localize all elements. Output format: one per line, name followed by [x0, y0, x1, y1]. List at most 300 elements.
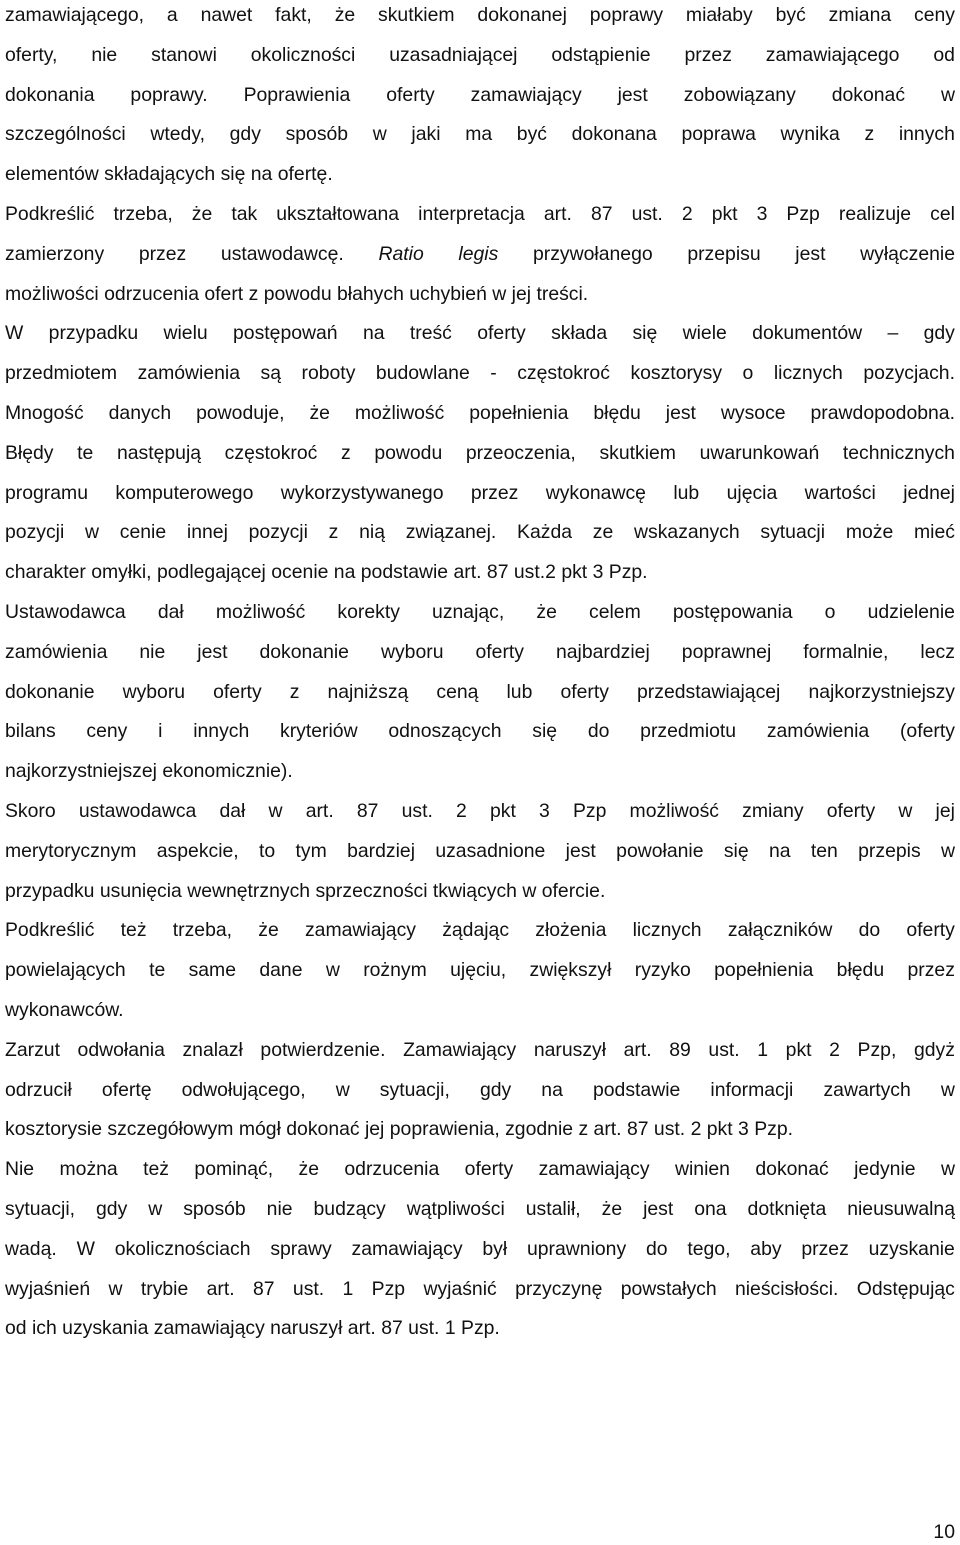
word: powstałych	[620, 1277, 717, 1300]
word: wykonawców.	[5, 999, 124, 1021]
word: Błędy	[5, 441, 54, 464]
word: trzeba,	[113, 203, 173, 225]
word: z	[328, 521, 339, 544]
word: lecz	[920, 640, 955, 663]
text-line	[5, 1276, 955, 1302]
word: dotknięta	[747, 1198, 827, 1220]
word: na	[250, 163, 273, 186]
text-line	[5, 1315, 955, 1341]
word: korekty	[337, 601, 400, 623]
word: jedynie	[854, 1158, 916, 1181]
word: popełnienia	[714, 959, 814, 982]
word: ujęciu,	[450, 959, 507, 982]
text-line	[5, 360, 955, 386]
word: 2	[456, 800, 467, 822]
word: licznych	[632, 919, 702, 942]
word: załączników	[727, 919, 833, 942]
word: wadą.	[5, 1237, 57, 1260]
word: budzący	[313, 1198, 386, 1220]
word: podlegającej	[156, 561, 266, 584]
word: ryzyko	[634, 959, 691, 982]
word: zmiany	[742, 800, 804, 822]
word: same	[188, 959, 236, 982]
word: być	[775, 4, 806, 26]
word: to	[259, 839, 276, 862]
word: składających	[104, 163, 216, 186]
word: okolicznościach	[114, 1237, 251, 1260]
word: 2	[690, 1118, 702, 1141]
text-line	[5, 679, 955, 705]
word: ceny	[914, 4, 955, 26]
word: 1	[342, 1277, 354, 1300]
word: składa	[551, 322, 608, 345]
text-line	[5, 320, 955, 346]
word: Podkreślić	[5, 203, 95, 225]
word: pozycji	[248, 521, 308, 544]
word: mógł	[238, 1118, 281, 1141]
word: dokonać	[755, 1158, 829, 1181]
text-line	[5, 2, 955, 28]
word: przypadku	[5, 879, 95, 902]
word: merytorycznym	[5, 839, 137, 862]
word: nią	[359, 521, 385, 544]
word: ukształtowana	[276, 203, 400, 225]
word: odnoszących	[388, 720, 502, 743]
word: przez	[684, 43, 732, 66]
word: art.	[453, 561, 482, 584]
word: dane	[259, 959, 303, 982]
text-line	[5, 440, 955, 466]
text-line	[5, 480, 955, 506]
word: te	[77, 441, 94, 464]
word: nieścisłości.	[734, 1277, 839, 1300]
word: tego,	[687, 1237, 731, 1260]
word: ocenie	[271, 561, 329, 584]
word: a	[166, 4, 178, 26]
word: wysoce	[720, 402, 786, 424]
word: jaki	[411, 123, 441, 146]
word: na	[541, 1078, 563, 1101]
word: ze	[592, 521, 614, 544]
word: art.	[543, 203, 572, 225]
word: trzeba,	[172, 919, 233, 942]
word: tkwiących	[432, 879, 517, 902]
word: 87	[626, 1118, 649, 1141]
word: celem	[589, 601, 641, 623]
word: najkorzystniejszej	[5, 760, 157, 783]
word: i	[158, 720, 163, 743]
word: oferty	[477, 322, 526, 345]
word: Odstępując	[856, 1277, 955, 1300]
word: szczególności	[5, 123, 126, 146]
word: wyboru	[122, 680, 186, 703]
word: komputerowego	[115, 481, 254, 504]
word: odwołania	[77, 1038, 165, 1061]
word: 1	[757, 1038, 769, 1061]
word: jednej	[903, 481, 955, 504]
word: w	[898, 800, 913, 822]
word: oferty	[386, 83, 435, 106]
word: pozycjach.	[863, 362, 955, 385]
word: 87	[253, 1277, 275, 1300]
word: pkt	[785, 1038, 812, 1061]
word: błędu	[593, 402, 641, 424]
word: pozycji	[5, 521, 65, 544]
word: przez	[907, 959, 955, 982]
word: przez	[138, 242, 187, 265]
word: bardziej	[347, 839, 415, 862]
word: programu	[5, 481, 88, 504]
word: dokonanie	[259, 640, 349, 663]
word: gdyż	[913, 1038, 955, 1061]
word: uprawniony	[526, 1237, 627, 1260]
word: jest	[795, 242, 826, 265]
text-line	[5, 1156, 955, 1182]
word: w	[325, 959, 340, 982]
word: miałaby	[685, 4, 753, 26]
word: nieusuwalną	[847, 1198, 955, 1220]
word: technicznych	[842, 441, 955, 464]
word: jej	[511, 282, 532, 305]
word: poprawy	[589, 4, 664, 26]
word: fakt,	[275, 4, 312, 26]
word: ustawodawca	[78, 800, 197, 822]
word: powołanie	[616, 839, 704, 862]
word: Zamawiający	[403, 1038, 517, 1061]
text-line	[5, 917, 955, 943]
word: najkorzystniejszy	[808, 680, 955, 703]
word: gdy	[923, 322, 955, 345]
word: uchybień	[409, 282, 487, 305]
word: 1	[444, 1317, 456, 1340]
word: lub	[673, 481, 700, 504]
word: żądając	[442, 919, 510, 942]
word: winien	[674, 1158, 730, 1181]
word: ustalił,	[525, 1198, 581, 1220]
word: 2	[681, 203, 693, 225]
word: kryteriów	[280, 720, 358, 743]
word: Pzp,	[857, 1038, 897, 1061]
text-line	[5, 838, 955, 864]
word: przedmiotu	[640, 720, 737, 743]
word: sposób	[285, 123, 349, 146]
word: że	[334, 4, 356, 26]
word: zamówienia	[766, 720, 870, 743]
word: w	[372, 123, 387, 146]
word: przedmiotem	[5, 362, 118, 385]
word: od	[933, 43, 955, 66]
word: dał	[219, 800, 246, 822]
word: cenie	[119, 521, 167, 544]
word: uzasadnione	[435, 839, 546, 862]
word: możliwość	[629, 800, 719, 822]
word: poprawienia,	[389, 1118, 500, 1141]
word: że	[601, 1198, 623, 1220]
word: art.	[206, 1277, 235, 1300]
word: też	[143, 1158, 169, 1181]
word: sprzeczności	[315, 879, 428, 902]
word: Mnogość	[5, 402, 84, 424]
word: że	[536, 601, 557, 623]
word: Zarzut	[5, 1038, 60, 1061]
word: ma	[465, 123, 493, 146]
word: gdy	[479, 1078, 512, 1101]
word: na	[362, 322, 385, 345]
word: ceną	[436, 680, 479, 703]
word: Pzp.	[461, 1317, 500, 1340]
word: że	[258, 919, 279, 942]
word: przez	[470, 481, 519, 504]
word: odrzucenia	[344, 1158, 440, 1181]
word: nie	[91, 43, 118, 66]
word: licznych	[773, 362, 843, 385]
word: dokonania	[5, 83, 95, 106]
word: Ustawodawca	[5, 601, 126, 623]
word: związanej.	[405, 521, 497, 544]
word: wtedy,	[150, 123, 205, 146]
word: 87	[590, 203, 613, 225]
text-line	[5, 121, 955, 147]
word: przepisu	[687, 242, 761, 265]
word: się	[532, 720, 558, 743]
word: realizuje	[838, 203, 912, 225]
word: jest	[197, 640, 228, 663]
word: ceny	[86, 720, 128, 743]
word: oferty	[906, 919, 955, 942]
word: aby	[750, 1237, 782, 1260]
word: przeoczenia,	[465, 441, 576, 464]
word: uzasadniającej	[389, 43, 518, 66]
word: do	[645, 1237, 668, 1260]
text-line	[5, 400, 955, 426]
word: treść	[409, 322, 452, 345]
word: te	[149, 959, 166, 982]
word: błędu	[836, 959, 885, 982]
word: sposób	[183, 1198, 246, 1220]
word: udzielenie	[867, 601, 955, 623]
word: art.	[593, 1118, 622, 1141]
word: częstokroć	[224, 441, 318, 464]
word: omyłki,	[91, 561, 152, 584]
word: sytuacji,	[379, 1078, 450, 1101]
word: ujęcia	[726, 481, 778, 504]
word: oferty	[826, 800, 876, 822]
word: ofertę.	[277, 163, 333, 186]
word: poprawnej	[681, 640, 772, 663]
word: z	[248, 282, 259, 305]
text-line	[5, 798, 955, 824]
word: powodu	[374, 441, 443, 464]
word: przedstawiającej	[637, 680, 781, 703]
word: na	[333, 561, 356, 584]
word: do	[587, 720, 610, 743]
word: wielu	[163, 322, 208, 345]
word: może	[845, 521, 894, 544]
text-line	[5, 599, 955, 625]
word: nie	[266, 1198, 293, 1220]
word: błahych	[337, 282, 404, 305]
word: danych	[108, 402, 172, 424]
word: się	[220, 163, 246, 186]
word: jest	[565, 839, 596, 862]
word: wyjaśnień	[5, 1277, 91, 1300]
word: innych	[898, 123, 955, 146]
word: wyłączenie	[860, 242, 955, 265]
word: oferty,	[5, 43, 58, 66]
word: pkt	[711, 203, 738, 225]
word: zamawiającego,	[5, 4, 145, 26]
word: trybie	[140, 1277, 189, 1300]
word: wykorzystywanego	[280, 481, 444, 504]
word: ustawodawcę.	[220, 242, 344, 265]
word: 87	[486, 561, 509, 584]
word: być	[516, 123, 547, 146]
word: postępowań	[233, 322, 338, 345]
word: można	[59, 1158, 118, 1181]
word: zobowiązany	[683, 83, 796, 106]
word: sytuacji	[760, 521, 826, 544]
text-line	[5, 997, 955, 1023]
word: 3	[738, 1118, 749, 1141]
word: jej	[935, 800, 955, 822]
word: kosztorysie	[5, 1118, 102, 1141]
word: Pzp	[572, 800, 607, 822]
word: informacji	[710, 1078, 794, 1101]
word: podstawie	[592, 1078, 681, 1101]
word: zwiększył	[529, 959, 612, 982]
word: do	[858, 919, 881, 942]
word: skutkiem	[378, 4, 455, 26]
word: postępowania	[672, 601, 793, 623]
word: art.	[305, 800, 334, 822]
word: 87	[356, 800, 379, 822]
word: nie	[139, 640, 166, 663]
word: nawet	[200, 4, 253, 26]
word: zamawiającego	[765, 43, 900, 66]
word: pkt	[489, 800, 516, 822]
word: następują	[116, 441, 202, 464]
word: zamierzony	[5, 242, 105, 265]
word: –	[887, 322, 899, 345]
word: szczegółowym	[107, 1118, 234, 1141]
word: dokonać	[831, 83, 906, 106]
word: naruszył	[533, 1038, 607, 1061]
word: pominąć,	[194, 1158, 274, 1181]
word: Skoro	[5, 800, 56, 822]
word: zmiana	[828, 4, 892, 26]
word: że	[298, 1158, 319, 1181]
word: przez	[801, 1237, 849, 1260]
word: ust.	[401, 800, 433, 822]
word: Nie	[5, 1158, 35, 1181]
word: tak	[231, 203, 258, 225]
word: Każda	[517, 521, 573, 544]
word: częstokroć	[517, 362, 610, 385]
word: W	[76, 1237, 95, 1260]
word: jej	[364, 1118, 385, 1141]
word: poprawa	[681, 123, 756, 146]
word: dokumentów	[752, 322, 863, 345]
text-line	[5, 281, 955, 307]
word: treści.	[536, 282, 589, 305]
word: że	[309, 402, 330, 424]
word: w	[522, 879, 537, 902]
word: ich	[31, 1317, 57, 1340]
word: są	[260, 362, 281, 385]
word: ust.2	[513, 561, 556, 584]
word: innych	[193, 720, 250, 743]
word: najniższą	[327, 680, 409, 703]
word: z	[289, 680, 300, 703]
word: dał	[157, 601, 184, 623]
word: dokonać	[286, 1118, 360, 1141]
word: Podkreślić	[5, 919, 95, 942]
word: rożnym	[363, 959, 427, 982]
word: o	[742, 362, 754, 385]
word: się	[723, 839, 749, 862]
word: też	[120, 919, 147, 942]
word: kosztorysy	[630, 362, 723, 385]
word: 3	[539, 800, 550, 822]
word: się	[632, 322, 658, 345]
word: najbardziej	[555, 640, 650, 663]
text-line	[5, 639, 955, 665]
word: stanowi	[151, 43, 217, 66]
word: ust.	[653, 1118, 686, 1141]
word: wątpliwości	[406, 1198, 505, 1220]
word: podstawie	[360, 561, 449, 584]
word: z	[340, 441, 351, 464]
text-line	[5, 161, 955, 187]
word: gdy	[229, 123, 261, 146]
word: poprawy.	[130, 83, 208, 106]
word: oferty	[560, 680, 609, 703]
word: Pzp	[371, 1277, 406, 1300]
word: odstąpienie	[551, 43, 651, 66]
word: art.	[347, 1317, 376, 1340]
word: wewnętrznych	[187, 879, 311, 902]
word: popełnienia	[469, 402, 569, 424]
word: w	[85, 521, 100, 544]
word: ust.	[292, 1277, 325, 1300]
word: że	[191, 203, 213, 225]
text-line	[5, 1116, 955, 1142]
word: wynika	[780, 123, 840, 146]
word: 87	[381, 1317, 403, 1340]
word: innej	[186, 521, 228, 544]
word: sprawy	[270, 1237, 332, 1260]
word: możliwość	[215, 601, 306, 623]
word: zawartych	[823, 1078, 911, 1101]
word: art.	[623, 1038, 652, 1061]
word: wartości	[804, 481, 876, 504]
word: ofert	[204, 282, 244, 305]
word: wyboru	[380, 640, 444, 663]
text-line	[5, 519, 955, 545]
word: Poprawienia	[243, 83, 351, 106]
word: zamawiający	[538, 1158, 650, 1181]
word: w	[268, 800, 283, 822]
word: ona	[694, 1198, 727, 1220]
word: odrzucił	[5, 1078, 72, 1101]
text-line	[5, 82, 955, 108]
text-line	[5, 1196, 955, 1222]
word: zamówienia	[5, 640, 108, 663]
text-line	[5, 1037, 955, 1063]
word: aspekcie,	[156, 839, 239, 862]
word: odwołującego,	[181, 1078, 306, 1101]
word: mieć	[913, 521, 955, 544]
